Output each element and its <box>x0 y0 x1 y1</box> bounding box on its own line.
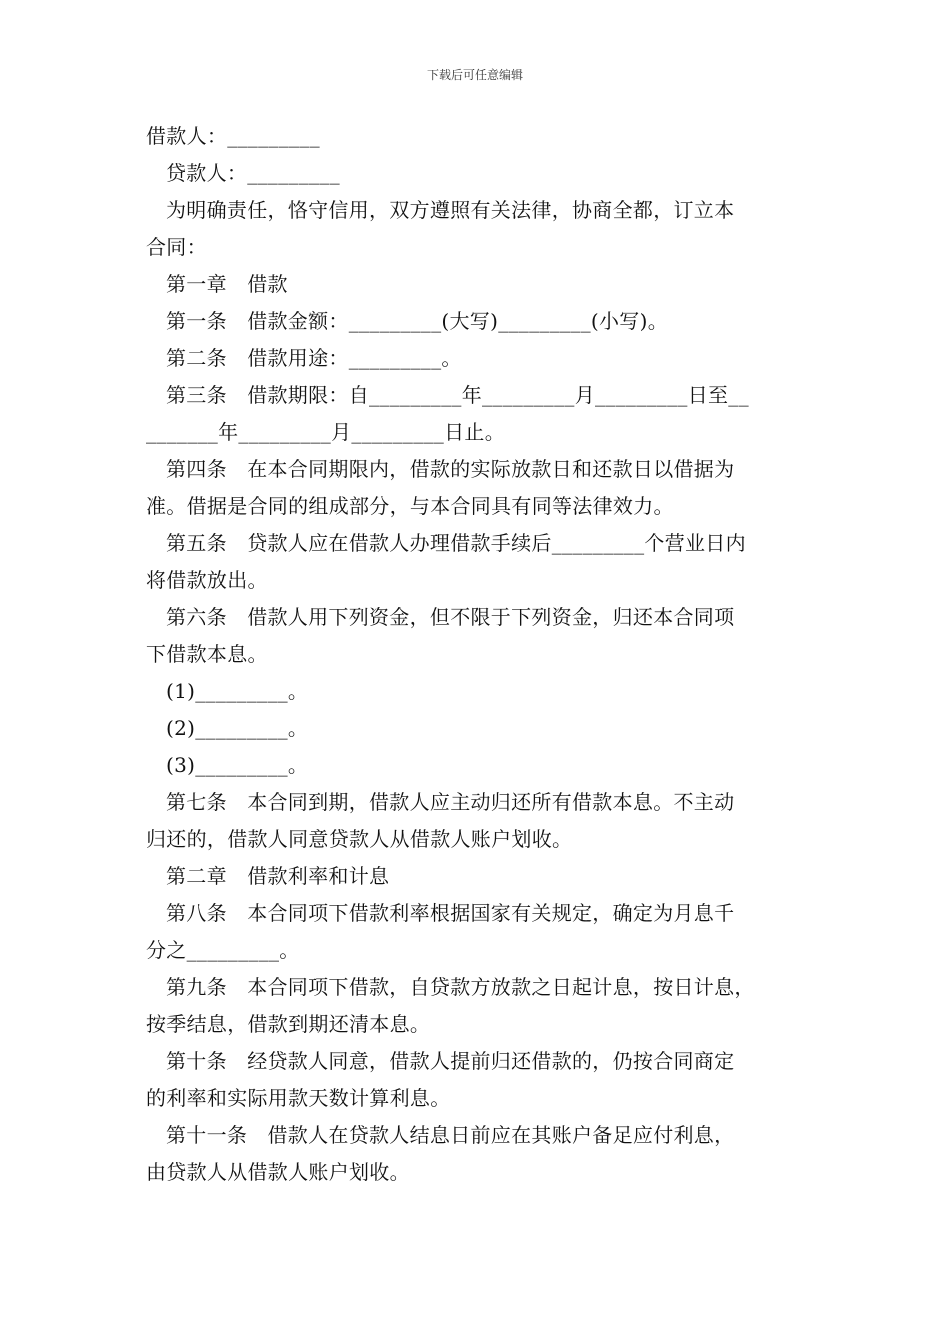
article-3-line-1: 第三条 借款期限：自_________年_________月_________日至__ <box>166 383 749 407</box>
article-9-line-1: 第九条 本合同项下借款，自贷款方放款之日起计息，按日计息， <box>166 975 755 999</box>
article-7-line-2: 归还的，借款人同意贷款人从借款人账户划收。 <box>146 827 573 851</box>
article-5-line-2: 将借款放出。 <box>146 568 268 592</box>
borrower-line: 借款人：_________ <box>146 124 320 148</box>
article-10-line-1: 第十条 经贷款人同意，借款人提前归还借款的，仍按合同商定 <box>166 1049 735 1073</box>
article-1: 第一条 借款金额：_________(大写)_________(小写)。 <box>166 309 669 333</box>
contract-body <box>146 118 811 1191</box>
article-11-line-2: 由贷款人从借款人账户划收。 <box>146 1160 410 1184</box>
article-7-line-1: 第七条 本合同到期，借款人应主动归还所有借款本息。不主动 <box>166 790 735 814</box>
page-header: 下载后可任意编辑 <box>426 68 523 82</box>
article-4-line-1: 第四条 在本合同期限内，借款的实际放款日和还款日以借据为 <box>166 457 735 481</box>
article-5-line-1: 第五条 贷款人应在借款人办理借款手续后_________个营业日内 <box>166 531 746 555</box>
list-item-1: (1)_________。 <box>166 679 309 703</box>
chapter-1-heading: 第一章 借款 <box>166 272 288 296</box>
article-9-line-2: 按季结息，借款到期还清本息。 <box>146 1012 431 1036</box>
chapter-2-heading: 第二章 借款利率和计息 <box>166 864 390 888</box>
article-6-line-1: 第六条 借款人用下列资金，但不限于下列资金，归还本合同项 <box>166 605 735 629</box>
article-3-line-2: _______年_________月_________日止。 <box>146 420 505 444</box>
list-item-2: (2)_________。 <box>166 716 309 740</box>
article-11-line-1: 第十一条 借款人在贷款人结息日前应在其账户备足应付利息， <box>166 1123 735 1147</box>
list-item-3: (3)_________。 <box>166 753 309 777</box>
preamble-line-1: 为明确责任，恪守信用，双方遵照有关法律，协商全都，订立本 <box>166 198 735 222</box>
lender-line: 贷款人：_________ <box>166 161 340 185</box>
article-8-line-2: 分之_________。 <box>146 938 300 962</box>
article-2: 第二条 借款用途：_________。 <box>166 346 462 370</box>
article-4-line-2: 准。借据是合同的组成部分，与本合同具有同等法律效力。 <box>146 494 674 518</box>
article-10-line-2: 的利率和实际用款天数计算利息。 <box>146 1086 451 1110</box>
article-8-line-1: 第八条 本合同项下借款利率根据国家有关规定，确定为月息千 <box>166 901 735 925</box>
preamble-line-2: 合同： <box>146 235 207 259</box>
article-6-line-2: 下借款本息。 <box>146 642 268 666</box>
